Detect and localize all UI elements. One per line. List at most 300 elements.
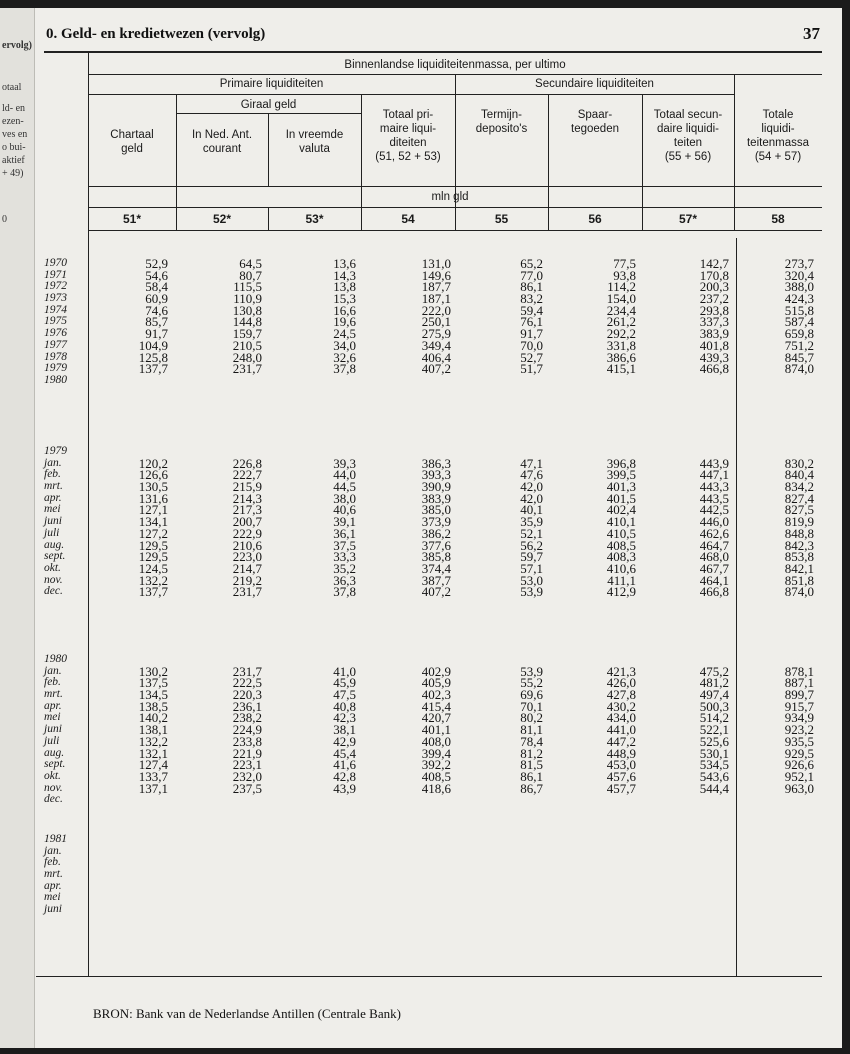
table-cell: 481,2 <box>699 675 729 691</box>
table-cell: 224,9 <box>232 722 262 738</box>
row-label: jan. <box>44 664 62 677</box>
table-cell: 292,2 <box>606 326 636 342</box>
table-cell: 127,2 <box>138 525 168 541</box>
table-cell: 77,0 <box>520 267 543 283</box>
table-cell: 24,5 <box>333 326 356 342</box>
data-column-54 <box>371 446 451 598</box>
table-cell: 44,5 <box>333 479 356 495</box>
table-cell: 33,3 <box>333 549 356 565</box>
table-cell: 38,1 <box>333 722 356 738</box>
row-label: feb. <box>44 856 61 869</box>
table-cell: 187,1 <box>421 291 451 307</box>
margin-fragment: o bui- <box>2 142 26 153</box>
table-cell: 45,9 <box>333 675 356 691</box>
table-cell: 236,1 <box>232 698 262 714</box>
table-cell: 132,1 <box>138 745 168 761</box>
table-cell: 76,1 <box>520 314 543 330</box>
bottom-rule <box>36 976 822 977</box>
data-column-53 <box>276 654 356 794</box>
table-cell: 421,3 <box>606 663 636 679</box>
data-column-58 <box>734 258 814 375</box>
row-label: dec. <box>44 585 63 598</box>
table-cell: 40,6 <box>333 502 356 518</box>
table-cell: 234,4 <box>606 302 636 318</box>
table-cell: 53,0 <box>520 572 543 588</box>
table-cell: 464,1 <box>699 572 729 588</box>
table-cell: 963,0 <box>784 780 814 796</box>
table-cell: 86,1 <box>520 279 543 295</box>
table-cell: 83,2 <box>520 291 543 307</box>
column-number: 54 <box>401 212 415 226</box>
data-column-52 <box>182 258 262 375</box>
table-cell: 36,1 <box>333 525 356 541</box>
table-cell: 853,8 <box>784 549 814 565</box>
table-cell: 401,3 <box>606 479 636 495</box>
table-cell: 142,7 <box>699 256 729 271</box>
data-column-54 <box>371 654 451 794</box>
title-rule <box>44 51 822 53</box>
table-cell: 130,8 <box>232 302 262 318</box>
table-cell: 373,9 <box>421 514 451 530</box>
table-cell: 114,2 <box>607 279 636 295</box>
table-cell: 827,4 <box>784 490 814 506</box>
table-cell: 525,6 <box>699 733 729 749</box>
row-label: okt. <box>44 769 61 782</box>
page-title: 0. Geld- en kredietwezen (vervolg) <box>46 26 266 42</box>
data-column-55 <box>463 258 543 375</box>
table-cell: 110,9 <box>233 291 262 307</box>
row-label: mrt. <box>44 688 63 701</box>
table-cell: 466,8 <box>699 584 729 600</box>
row-label: juli <box>44 734 60 747</box>
table-cell: 232,0 <box>232 768 262 784</box>
table-cell: 80,7 <box>239 267 262 283</box>
table-cell: 34,0 <box>333 337 356 353</box>
table-cell: 37,8 <box>333 584 356 600</box>
table-cell: 399,5 <box>606 467 636 483</box>
table-cell: 320,4 <box>784 267 814 283</box>
table-cell: 337,3 <box>699 314 729 330</box>
table-cell: 40,1 <box>520 502 543 518</box>
table-cell: 115,5 <box>233 279 262 295</box>
table-cell: 39,3 <box>333 455 356 471</box>
table-cell: 137,7 <box>138 584 168 600</box>
table-cell: 47,1 <box>520 455 543 471</box>
header-col57: Totaal secun- daire liquidi- teiten (55 + 56) <box>653 109 723 163</box>
row-label: 1980 <box>44 653 67 665</box>
table-cell: 926,6 <box>784 757 814 773</box>
table-cell: 377,6 <box>421 537 451 553</box>
table-cell: 86,7 <box>520 780 543 796</box>
table-cell: 464,7 <box>699 537 729 553</box>
table-cell: 220,3 <box>232 687 262 703</box>
header-col55: Termijn- deposito's <box>475 109 528 135</box>
row-label: juni <box>44 903 62 916</box>
table-cell: 407,2 <box>421 584 451 600</box>
header-unit: mln gld <box>431 191 469 203</box>
table-cell: 126,6 <box>138 467 168 483</box>
table-cell: 35,2 <box>333 560 356 576</box>
table-cell: 130,5 <box>138 479 168 495</box>
table-cell: 848,8 <box>784 525 814 541</box>
table-cell: 56,2 <box>520 537 543 553</box>
row-label: 1979 <box>44 362 67 375</box>
table-cell: 140,2 <box>138 710 168 726</box>
table-cell: 830,2 <box>784 455 814 471</box>
table-cell: 80,2 <box>520 710 543 726</box>
row-labels <box>44 834 67 916</box>
table-cell: 457,7 <box>606 780 636 796</box>
table-cell: 215,9 <box>232 479 262 495</box>
table-cell: 217,3 <box>232 502 262 518</box>
table-cell: 415,1 <box>606 361 636 377</box>
table-cell: 386,2 <box>421 525 451 541</box>
row-label: mei <box>44 503 61 516</box>
table-cell: 424,3 <box>784 291 814 307</box>
table-cell: 144,8 <box>232 314 262 330</box>
table-cell: 899,7 <box>784 687 814 703</box>
column-number: 52* <box>212 212 232 226</box>
table-cell: 406,4 <box>421 349 451 365</box>
table-cell: 132,2 <box>138 572 168 588</box>
row-label: jan. <box>44 456 62 469</box>
table-cell: 418,6 <box>421 780 451 796</box>
table-cell: 544,4 <box>699 780 729 796</box>
table-cell: 70,1 <box>520 698 543 714</box>
table-cell: 515,8 <box>784 302 814 318</box>
data-column-56 <box>556 446 636 598</box>
table-cell: 238,2 <box>232 710 262 726</box>
table-cell: 223,1 <box>232 757 262 773</box>
table-cell: 134,5 <box>138 687 168 703</box>
margin-fragment: ezen- <box>2 116 24 127</box>
margin-fragment: ld- en <box>2 103 26 114</box>
data-column-51 <box>88 446 168 598</box>
table-cell: 426,0 <box>606 675 636 691</box>
table-cell: 124,5 <box>138 560 168 576</box>
table-cell: 385,0 <box>421 502 451 518</box>
row-label: juni <box>44 723 62 736</box>
table-cell: 851,8 <box>784 572 814 588</box>
row-label: sept. <box>44 550 66 563</box>
row-label: 1973 <box>44 292 67 305</box>
row-label: 1978 <box>44 350 67 363</box>
table-cell: 446,0 <box>699 514 729 530</box>
table-cell: 53,9 <box>520 584 543 600</box>
table-cell: 874,0 <box>784 584 814 600</box>
table-cell: 133,7 <box>138 768 168 784</box>
row-label: mei <box>44 891 61 904</box>
table-cell: 219,2 <box>232 572 262 588</box>
table-cell: 915,7 <box>784 698 814 714</box>
table-cell: 81,5 <box>520 757 543 773</box>
table-cell: 170,8 <box>699 267 729 283</box>
table-cell: 15,3 <box>333 291 356 307</box>
table-cell: 65,2 <box>520 256 543 271</box>
margin-fragment: aktief <box>2 155 25 166</box>
table-cell: 401,8 <box>699 337 729 353</box>
row-label: feb. <box>44 676 61 689</box>
table-cell: 457,6 <box>606 768 636 784</box>
table-cell: 237,5 <box>232 780 262 796</box>
table-cell: 386,6 <box>606 349 636 365</box>
table-cell: 69,6 <box>520 687 543 703</box>
header-col54: Totaal pri- maire liqui- diteiten (51, 52 + 53) <box>375 109 441 163</box>
table-cell: 331,8 <box>606 337 636 353</box>
table-cell: 40,8 <box>333 698 356 714</box>
table-cell: 127,4 <box>138 757 168 773</box>
table-cell: 819,9 <box>784 514 814 530</box>
data-column-52 <box>182 446 262 598</box>
table-cell: 200,7 <box>232 514 262 530</box>
table-cell: 44,0 <box>333 467 356 483</box>
table-cell: 41,6 <box>333 757 356 773</box>
table-cell: 442,5 <box>699 502 729 518</box>
table-cell: 131,0 <box>421 256 451 271</box>
data-column-51 <box>88 654 168 794</box>
table-cell: 37,8 <box>333 361 356 377</box>
row-label: juli <box>44 526 60 539</box>
table-cell: 35,9 <box>520 514 543 530</box>
table-cell: 64,5 <box>239 256 262 271</box>
row-label: apr. <box>44 491 62 504</box>
table-cell: 137,7 <box>138 361 168 377</box>
table-cell: 842,1 <box>784 560 814 576</box>
table-cell: 386,3 <box>421 455 451 471</box>
table-cell: 383,9 <box>699 326 729 342</box>
table-cell: 43,9 <box>333 780 356 796</box>
table-cell: 19,6 <box>333 314 356 330</box>
table-cell: 138,5 <box>138 698 168 714</box>
row-label: 1970 <box>44 257 67 269</box>
table-cell: 441,0 <box>606 722 636 738</box>
table-cell: 13,6 <box>333 256 356 271</box>
margin-fragment: otaal <box>2 82 22 93</box>
table-cell: 412,9 <box>606 584 636 600</box>
table-cell: 51,7 <box>520 361 543 377</box>
table-cell: 842,3 <box>784 537 814 553</box>
table-cell: 42,0 <box>520 479 543 495</box>
table-cell: 237,2 <box>699 291 729 307</box>
table-cell: 374,4 <box>421 560 451 576</box>
margin-fragment: ves en <box>2 129 28 140</box>
page-number: 37 <box>803 24 820 43</box>
row-label: 1979 <box>44 445 67 457</box>
data-column-51 <box>88 258 168 375</box>
table-cell: 434,0 <box>606 710 636 726</box>
table-cell: 934,9 <box>784 710 814 726</box>
row-label: 1972 <box>44 280 67 293</box>
table-cell: 874,0 <box>784 361 814 377</box>
table-cell: 443,5 <box>699 490 729 506</box>
table-cell: 497,4 <box>699 687 729 703</box>
data-column-53 <box>276 258 356 375</box>
header-secundaire: Secundaire liquiditeiten <box>535 78 654 90</box>
table-cell: 534,5 <box>699 757 729 773</box>
table-cell: 32,6 <box>333 349 356 365</box>
row-label: mrt. <box>44 480 63 493</box>
table-cell: 130,2 <box>138 663 168 679</box>
table-cell: 439,3 <box>699 349 729 365</box>
table-cell: 222,5 <box>232 675 262 691</box>
table-cell: 408,5 <box>421 768 451 784</box>
table-cell: 402,9 <box>421 663 451 679</box>
column-number: 53* <box>305 212 324 226</box>
row-label: feb. <box>44 468 61 481</box>
table-cell: 402,3 <box>421 687 451 703</box>
table-cell: 233,8 <box>232 733 262 749</box>
table-cell: 385,8 <box>421 549 451 565</box>
table-cell: 935,5 <box>784 733 814 749</box>
table-cell: 231,7 <box>232 361 262 377</box>
column-number: 51* <box>122 212 142 226</box>
table-cell: 447,2 <box>606 733 636 749</box>
data-column-52 <box>182 654 262 794</box>
table-cell: 59,4 <box>520 302 543 318</box>
table-cell: 751,2 <box>784 337 814 353</box>
table-cell: 231,7 <box>232 663 262 679</box>
table-cell: 39,1 <box>333 514 356 530</box>
table-cell: 923,2 <box>784 722 814 738</box>
table-cell: 222,9 <box>232 525 262 541</box>
table-cell: 275,9 <box>421 326 451 342</box>
table-cell: 410,6 <box>606 560 636 576</box>
row-label: juni <box>44 515 62 528</box>
data-column-57 <box>649 654 729 794</box>
table-cell: 420,7 <box>421 710 451 726</box>
table-cell: 827,5 <box>784 502 814 518</box>
header-col58: Totale liquidi- teitenmassa (54 + 57) <box>746 109 809 163</box>
table-cell: 834,2 <box>784 479 814 495</box>
table-cell: 929,5 <box>784 745 814 761</box>
table-cell: 405,9 <box>421 675 451 691</box>
table-cell: 226,8 <box>232 455 262 471</box>
table-cell: 125,8 <box>138 349 168 365</box>
table-cell: 214,7 <box>232 560 262 576</box>
table-cell: 149,6 <box>421 267 451 283</box>
table-cell: 840,4 <box>784 467 814 483</box>
header-primaire: Primaire liquiditeiten <box>219 78 324 90</box>
table-cell: 453,0 <box>606 757 636 773</box>
row-label: aug. <box>44 538 65 551</box>
table-cell: 410,5 <box>606 525 636 541</box>
table-cell: 52,9 <box>145 256 168 271</box>
table-cell: 81,2 <box>520 745 543 761</box>
table-cell: 467,7 <box>699 560 729 576</box>
table-cell: 42,0 <box>520 490 543 506</box>
row-label: 1975 <box>44 315 67 328</box>
table-cell: 222,0 <box>421 302 451 318</box>
table-cell: 388,0 <box>784 279 814 295</box>
table-cell: 53,9 <box>520 663 543 679</box>
table-cell: 154,0 <box>606 291 636 307</box>
previous-page-edge <box>0 8 35 1048</box>
table-cell: 393,3 <box>421 467 451 483</box>
table-cell: 78,4 <box>520 733 543 749</box>
header-col52: In Ned. Ant. courant <box>191 129 253 155</box>
table-cell: 14,3 <box>333 267 356 283</box>
row-label: 1977 <box>44 338 67 351</box>
table-cell: 430,2 <box>606 698 636 714</box>
table-cell: 402,4 <box>606 502 636 518</box>
table-cell: 104,9 <box>138 337 168 353</box>
table-cell: 55,2 <box>520 675 543 691</box>
data-column-55 <box>463 446 543 598</box>
table-cell: 845,7 <box>784 349 814 365</box>
table-cell: 401,1 <box>421 722 451 738</box>
data-column-56 <box>556 258 636 375</box>
table-cell: 16,6 <box>333 302 356 318</box>
header-top: Binnenlandse liquiditeitenmassa, per ultimo <box>344 59 566 71</box>
row-labels <box>44 654 67 806</box>
table-cell: 500,3 <box>699 698 729 714</box>
rule <box>88 230 822 231</box>
table-cell: 210,5 <box>232 337 262 353</box>
table-cell: 293,8 <box>699 302 729 318</box>
row-label: apr. <box>44 699 62 712</box>
row-label: 1976 <box>44 327 67 340</box>
table-cell: 273,7 <box>784 256 814 271</box>
row-label: nov. <box>44 573 63 586</box>
page-header <box>0 22 842 46</box>
rule <box>455 74 456 230</box>
source-note: BRON: Bank van de Nederlandse Antillen (Centrale Bank) <box>93 1006 401 1021</box>
data-column-56 <box>556 654 636 794</box>
table-cell: 59,7 <box>520 549 543 565</box>
table-cell: 45,4 <box>333 745 356 761</box>
table-cell: 70,0 <box>520 337 543 353</box>
table-cell: 81,1 <box>520 722 543 738</box>
table-cell: 443,9 <box>699 455 729 471</box>
row-label: apr. <box>44 879 62 892</box>
row-label: mrt. <box>44 868 63 881</box>
table-cell: 659,8 <box>784 326 814 342</box>
table-cell: 231,7 <box>232 584 262 600</box>
table-cell: 468,0 <box>699 549 729 565</box>
table-cell: 878,1 <box>784 663 814 679</box>
table-cell: 38,0 <box>333 490 356 506</box>
table-cell: 134,1 <box>138 514 168 530</box>
table-cell: 85,7 <box>145 314 168 330</box>
table-cell: 77,5 <box>613 256 636 271</box>
table-cell: 407,2 <box>421 361 451 377</box>
table-cell: 127,1 <box>138 502 168 518</box>
data-column-54 <box>371 258 451 375</box>
table-cell: 129,5 <box>138 549 168 565</box>
table-cell: 261,2 <box>606 314 636 330</box>
table-cell: 408,3 <box>606 549 636 565</box>
table-cell: 427,8 <box>606 687 636 703</box>
table-cell: 214,3 <box>232 490 262 506</box>
table-cell: 543,6 <box>699 768 729 784</box>
table-cell: 37,5 <box>333 537 356 553</box>
table-cell: 131,6 <box>138 490 168 506</box>
table-cell: 159,7 <box>232 326 262 342</box>
table-cell: 57,1 <box>520 560 543 576</box>
header-col56: Spaar- tegoeden <box>571 109 619 135</box>
margin-fragment: ervolg) <box>2 40 32 51</box>
table-cell: 522,1 <box>699 722 729 738</box>
row-label: jan. <box>44 844 62 857</box>
table-cell: 129,5 <box>138 537 168 553</box>
table-cell: 187,7 <box>421 279 451 295</box>
table-cell: 138,1 <box>138 722 168 738</box>
row-label: 1980 <box>44 373 67 386</box>
table-cell: 221,9 <box>232 745 262 761</box>
table-cell: 411,1 <box>607 572 636 588</box>
table-cell: 47,6 <box>520 467 543 483</box>
table-cell: 448,9 <box>606 745 636 761</box>
